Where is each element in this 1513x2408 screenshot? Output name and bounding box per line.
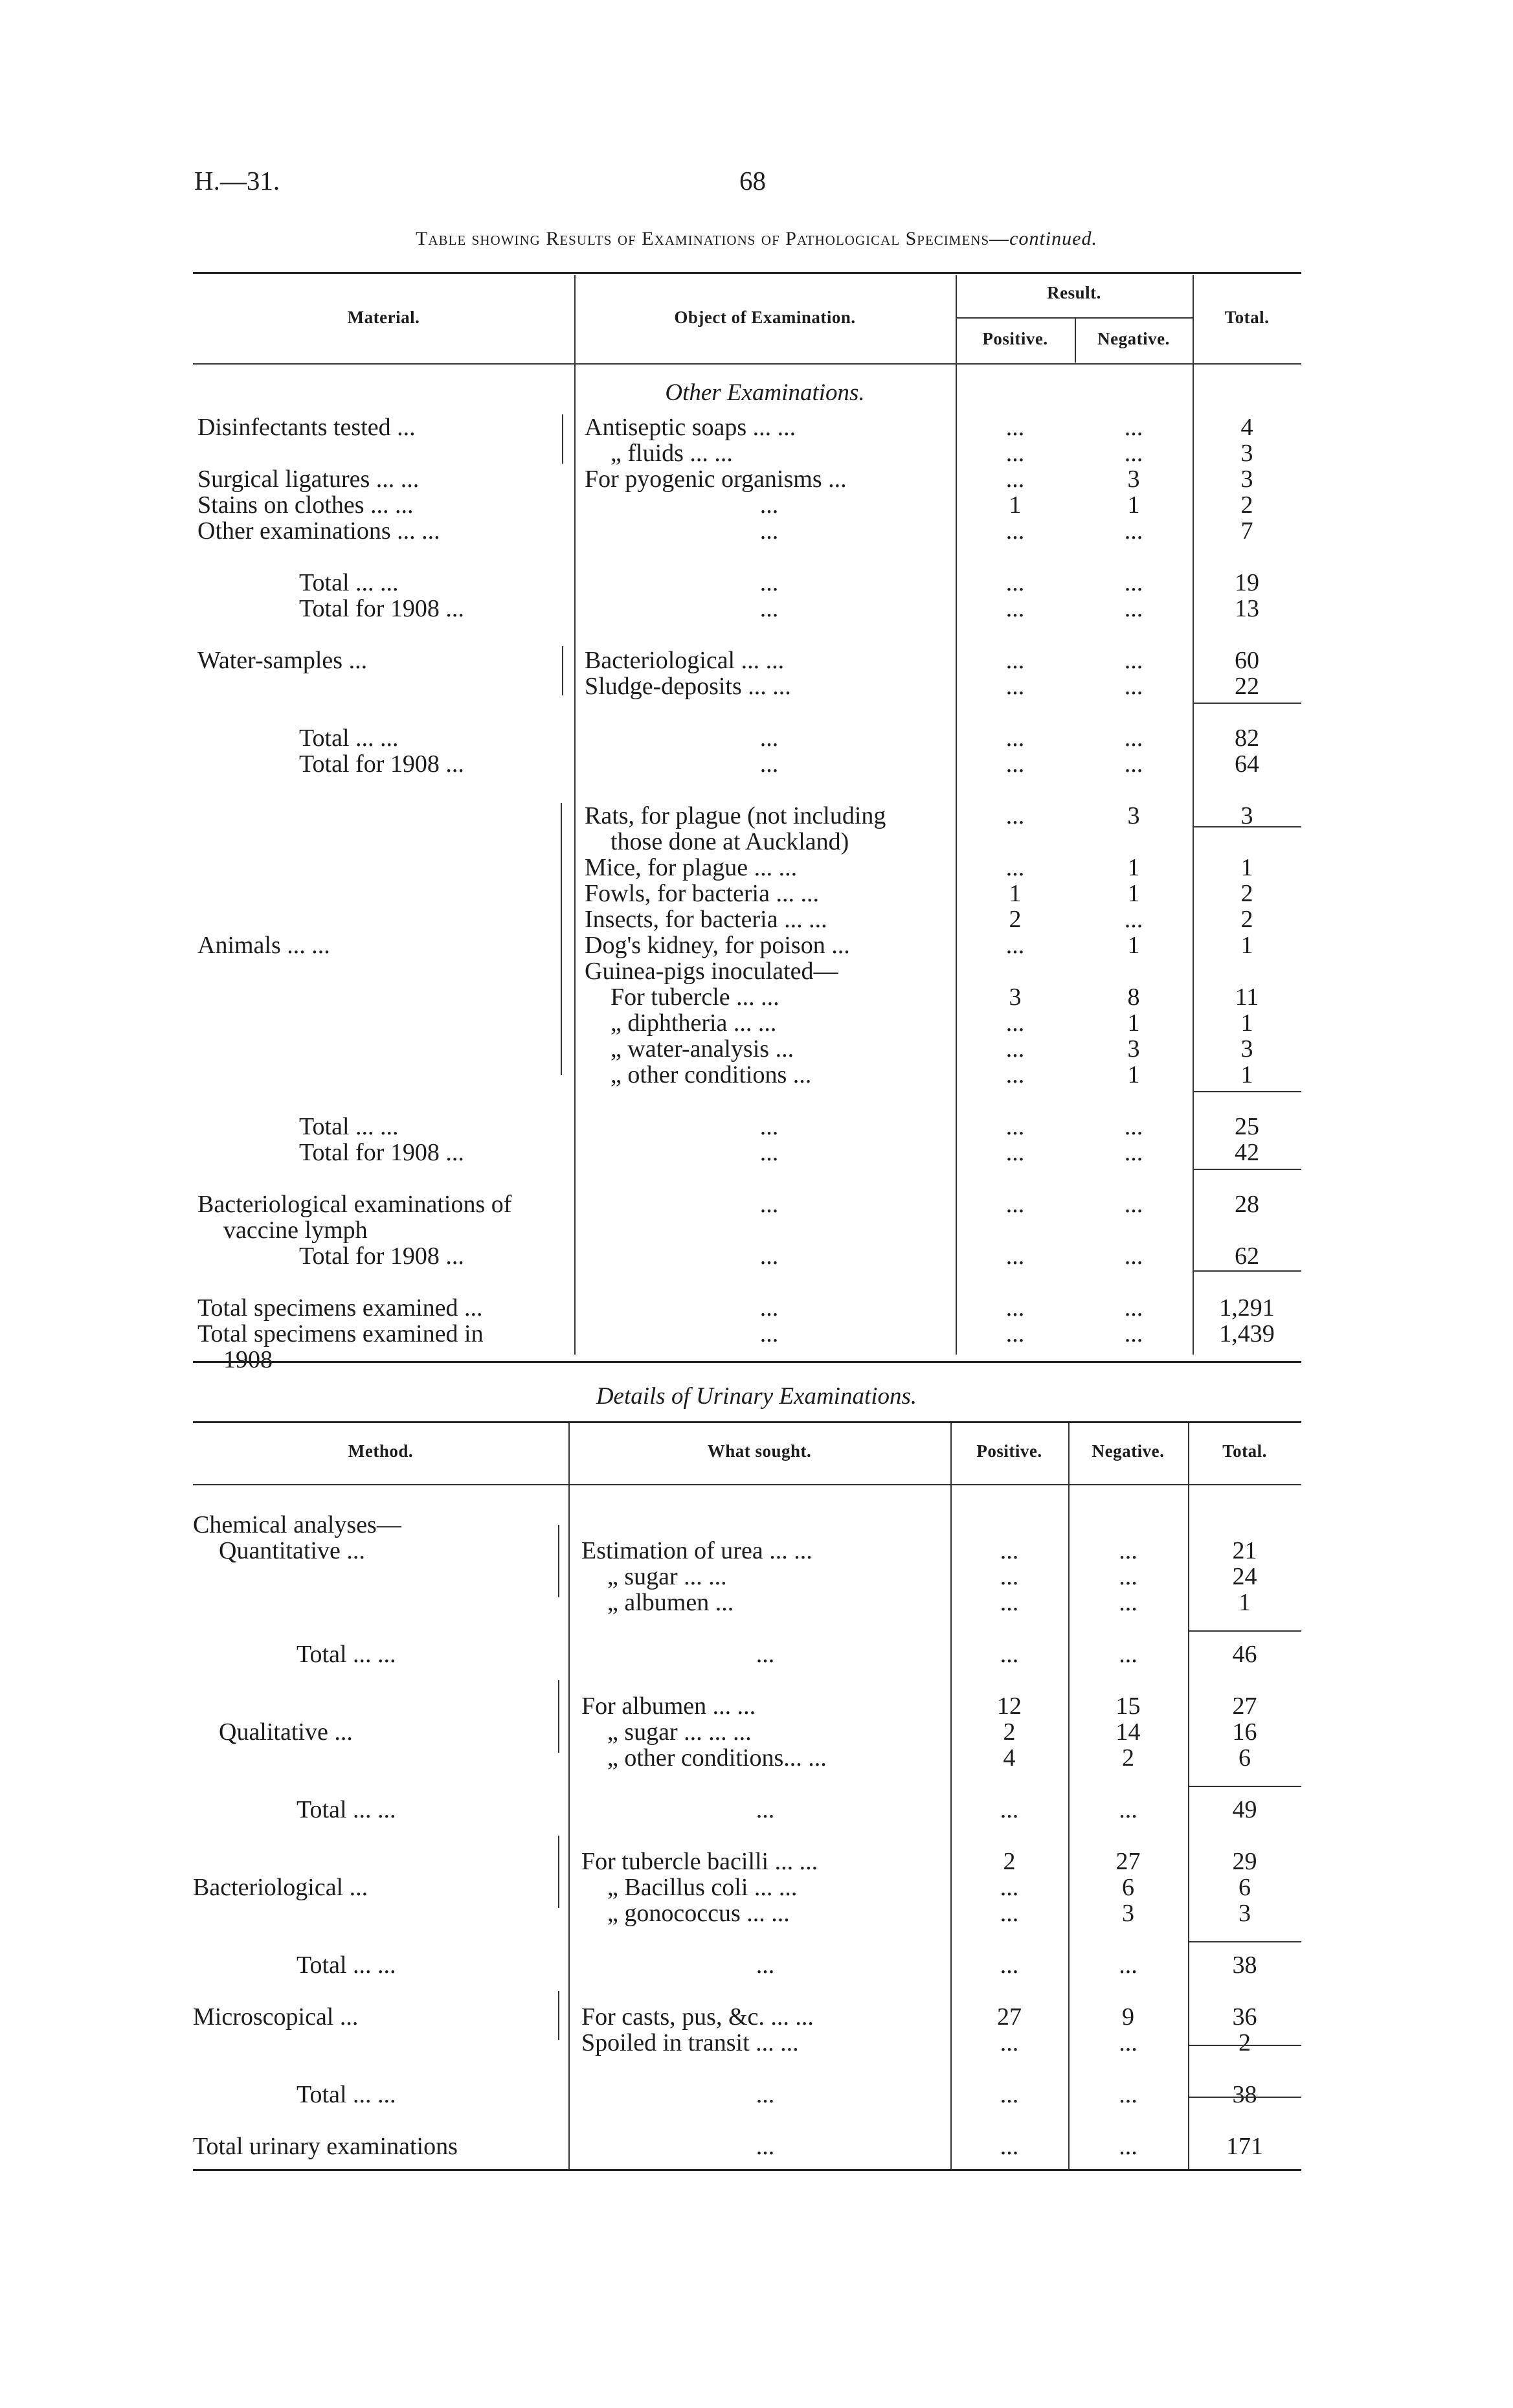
positive-cell: ... <box>1005 414 1025 441</box>
table2-bottom-rule <box>193 2169 1301 2171</box>
negative-cell: ... <box>1124 595 1143 622</box>
positive-cell: ... <box>1005 854 1025 881</box>
material-cell: Total ... ... <box>299 569 399 596</box>
negative-cell: 1 <box>1127 854 1140 881</box>
table2-col-divider-3 <box>1068 1423 1070 2169</box>
material-cell: Total for 1908 ... <box>299 1243 464 1270</box>
subtotal-rule <box>1193 703 1301 704</box>
object-cell: „ other conditions ... <box>611 1061 812 1088</box>
object-cell: For albumen ... ... <box>581 1693 756 1720</box>
positive-cell: 1 <box>1009 491 1022 519</box>
header-material: Material. <box>347 308 420 327</box>
total-cell: 36 <box>1232 2003 1257 2031</box>
object-cell: ... <box>759 725 779 752</box>
object-cell: For pyogenic organisms ... <box>585 466 847 493</box>
table1-top-rule <box>193 272 1301 274</box>
brace-quantitative <box>558 1525 559 1597</box>
object-cell: Guinea-pigs inoculated— <box>585 958 838 985</box>
positive-cell: ... <box>1005 1113 1025 1140</box>
positive-cell: ... <box>1005 1009 1025 1037</box>
object-cell: Fowls, for bacteria ... ... <box>585 880 819 907</box>
negative-cell: 2 <box>1122 1744 1134 1772</box>
negative-cell: 1 <box>1127 932 1140 959</box>
subtotal-rule <box>1188 1630 1301 1632</box>
negative-cell: ... <box>1119 1589 1138 1616</box>
total-cell: 4 <box>1240 414 1253 441</box>
negative-cell: ... <box>1119 2081 1138 2108</box>
object-cell: „ albumen ... <box>607 1589 734 1616</box>
negative-cell: ... <box>1119 1641 1138 1668</box>
negative-cell: ... <box>1124 1139 1143 1166</box>
brace-qualitative <box>558 1680 559 1753</box>
object-cell: Bacteriological ... ... <box>585 647 785 674</box>
positive-cell: ... <box>1005 1061 1025 1088</box>
total-cell: 25 <box>1235 1113 1259 1140</box>
total-cell: 3 <box>1240 802 1253 829</box>
positive-cell: ... <box>1005 1191 1025 1218</box>
total-cell: 46 <box>1232 1641 1257 1668</box>
table2-top-rule <box>193 1421 1301 1423</box>
positive-cell: ... <box>1000 1952 1019 1979</box>
object-cell: ... <box>759 491 779 519</box>
object-cell: For tubercle ... ... <box>611 984 779 1011</box>
positive-cell: ... <box>1005 1035 1025 1063</box>
negative-cell: 3 <box>1127 1035 1140 1063</box>
positive-cell: ... <box>1000 2081 1019 2108</box>
total-cell: 1 <box>1240 1061 1253 1088</box>
table2-col-divider-2 <box>950 1423 952 2169</box>
material-cell: Qualitative ... <box>219 1718 353 1746</box>
total-cell: 24 <box>1232 1563 1257 1590</box>
total-cell: 19 <box>1235 569 1259 596</box>
negative-cell: 1 <box>1127 1009 1140 1037</box>
table-title-main: Table showing Results of Examinations of Pathological Specimens— <box>416 228 1010 249</box>
object-cell: those done at Auckland) <box>611 828 849 855</box>
negative-cell: ... <box>1124 725 1143 752</box>
total-cell: 29 <box>1232 1848 1257 1875</box>
material-cell: Microscopical ... <box>193 2003 359 2031</box>
negative-cell: ... <box>1124 1294 1143 1322</box>
object-cell: „ sugar ... ... ... <box>607 1718 752 1746</box>
subtotal-rule <box>1188 2097 1301 2098</box>
object-cell: Sludge-deposits ... ... <box>585 673 791 700</box>
header-what-sought: What sought. <box>707 1441 812 1461</box>
positive-cell: ... <box>1005 595 1025 622</box>
negative-cell: 8 <box>1127 984 1140 1011</box>
positive-cell: 12 <box>997 1693 1022 1720</box>
total-cell: 49 <box>1232 1796 1257 1823</box>
object-cell: „ water-analysis ... <box>611 1035 794 1063</box>
total-cell: 13 <box>1235 595 1259 622</box>
material-cell: Total specimens examined in <box>197 1320 484 1347</box>
result-rule <box>956 317 1193 319</box>
positive-cell: ... <box>1005 466 1025 493</box>
total-cell: 28 <box>1235 1191 1259 1218</box>
page-reference: H.—31. <box>194 166 280 196</box>
table-title <box>0 228 1513 250</box>
object-cell: ... <box>756 1641 775 1668</box>
header-total: Total. <box>1222 1441 1267 1461</box>
total-cell: 21 <box>1232 1537 1257 1564</box>
material-cell: Total ... ... <box>297 2081 396 2108</box>
material-cell: Total specimens examined ... <box>197 1294 483 1322</box>
positive-cell: ... <box>1005 673 1025 700</box>
object-cell: Rats, for plague (not including <box>585 802 886 829</box>
negative-cell: 14 <box>1115 1718 1141 1746</box>
object-cell: ... <box>759 517 779 545</box>
total-cell: 38 <box>1232 1952 1257 1979</box>
positive-cell: ... <box>1000 2133 1019 2160</box>
total-cell: 22 <box>1235 673 1259 700</box>
object-cell: ... <box>759 1191 779 1218</box>
material-cell: vaccine lymph <box>223 1217 368 1244</box>
material-cell: Animals ... ... <box>197 932 330 959</box>
negative-cell: ... <box>1119 1537 1138 1564</box>
object-cell: Dog's kidney, for poison ... <box>585 932 850 959</box>
object-cell: Spoiled in transit ... ... <box>581 2029 799 2056</box>
object-cell: ... <box>756 1796 775 1823</box>
negative-cell: ... <box>1124 1113 1143 1140</box>
total-cell: 60 <box>1235 647 1259 674</box>
positive-cell: 2 <box>1009 906 1022 933</box>
subtotal-rule <box>1193 1091 1301 1092</box>
positive-cell: ... <box>1000 1874 1019 1901</box>
positive-cell: ... <box>1005 1243 1025 1270</box>
header-positive: Positive. <box>976 1441 1042 1461</box>
brace-microscopical <box>558 1991 559 2040</box>
header-positive: Positive. <box>982 329 1048 348</box>
material-cell: Total urinary examinations <box>193 2133 458 2160</box>
material-cell: Total ... ... <box>297 1952 396 1979</box>
brace-animals <box>561 803 562 1075</box>
table-title-continued: continued. <box>1009 228 1097 249</box>
total-cell: 3 <box>1240 1035 1253 1063</box>
positive-cell: 4 <box>1003 1744 1016 1772</box>
object-cell: Mice, for plague ... ... <box>585 854 798 881</box>
positive-cell: ... <box>1005 569 1025 596</box>
negative-cell: ... <box>1124 906 1143 933</box>
total-cell: 64 <box>1235 750 1259 778</box>
negative-cell: 27 <box>1115 1848 1141 1875</box>
positive-cell: 2 <box>1003 1848 1016 1875</box>
negative-cell: 3 <box>1122 1900 1134 1927</box>
subtotal-rule <box>1188 1786 1301 1787</box>
object-cell: ... <box>756 2081 775 2108</box>
positive-cell: ... <box>1005 750 1025 778</box>
subtotal-rule <box>1188 1941 1301 1942</box>
material-cell: Total for 1908 ... <box>299 750 464 778</box>
section-other-examinations: Other Examinations. <box>665 379 865 406</box>
material-cell: Bacteriological ... <box>193 1874 368 1901</box>
total-cell: 1 <box>1240 932 1253 959</box>
total-cell: 3 <box>1240 466 1253 493</box>
negative-cell: 1 <box>1127 491 1140 519</box>
object-cell: „ fluids ... ... <box>611 440 733 467</box>
negative-cell: 3 <box>1127 802 1140 829</box>
material-cell: Total ... ... <box>297 1641 396 1668</box>
object-cell: ... <box>756 2133 775 2160</box>
subtotal-rule <box>1193 826 1301 827</box>
object-cell: ... <box>759 1294 779 1322</box>
object-cell: „ gonococcus ... ... <box>607 1900 790 1927</box>
negative-cell: ... <box>1124 1191 1143 1218</box>
negative-cell: 6 <box>1122 1874 1134 1901</box>
material-cell: Total for 1908 ... <box>299 1139 464 1166</box>
positive-cell: ... <box>1000 1900 1019 1927</box>
header-total: Total. <box>1224 308 1270 327</box>
page-number: 68 <box>739 166 766 196</box>
total-cell: 1 <box>1240 854 1253 881</box>
material-cell: Total ... ... <box>297 1796 396 1823</box>
material-cell: Total for 1908 ... <box>299 595 464 622</box>
total-cell: 1 <box>1238 1589 1251 1616</box>
negative-cell: ... <box>1124 1320 1143 1347</box>
object-cell: ... <box>759 1113 779 1140</box>
negative-cell: 9 <box>1122 2003 1134 2031</box>
total-cell: 1 <box>1240 1009 1253 1037</box>
positive-cell: ... <box>1000 1641 1019 1668</box>
material-cell: 1908 <box>223 1346 273 1373</box>
negative-cell: ... <box>1119 2029 1138 2056</box>
total-cell: 6 <box>1238 1874 1251 1901</box>
total-cell: 1,291 <box>1219 1294 1275 1322</box>
negative-cell: ... <box>1119 1796 1138 1823</box>
positive-cell: ... <box>1005 517 1025 545</box>
positive-cell: 3 <box>1009 984 1022 1011</box>
total-cell: 2 <box>1240 880 1253 907</box>
total-cell: 27 <box>1232 1693 1257 1720</box>
negative-cell: ... <box>1124 673 1143 700</box>
object-cell: Estimation of urea ... ... <box>581 1537 813 1564</box>
total-cell: 2 <box>1238 2029 1251 2056</box>
material-cell: Total ... ... <box>299 1113 399 1140</box>
negative-cell: 1 <box>1127 880 1140 907</box>
total-cell: 6 <box>1238 1744 1251 1772</box>
positive-cell: ... <box>1000 1796 1019 1823</box>
material-cell: Bacteriological examinations of <box>197 1191 512 1218</box>
object-cell: „ diphtheria ... ... <box>611 1009 777 1037</box>
positive-cell: ... <box>1005 802 1025 829</box>
table1-head-rule <box>193 363 1301 365</box>
material-cell: Stains on clothes ... ... <box>197 491 414 519</box>
total-cell: 2 <box>1240 906 1253 933</box>
total-cell: 3 <box>1238 1900 1251 1927</box>
negative-cell: ... <box>1124 750 1143 778</box>
object-cell: ... <box>759 1320 779 1347</box>
positive-cell: ... <box>1000 2029 1019 2056</box>
header-negative: Negative. <box>1097 329 1170 348</box>
object-cell: ... <box>759 750 779 778</box>
total-cell: 38 <box>1232 2081 1257 2108</box>
object-cell: ... <box>759 595 779 622</box>
material-cell: Chemical analyses— <box>193 1511 401 1538</box>
negative-cell: ... <box>1119 1952 1138 1979</box>
table2-col-divider-1 <box>568 1423 570 2169</box>
material-cell: Other examinations ... ... <box>197 517 440 545</box>
table1-bottom-rule <box>193 1361 1301 1363</box>
material-cell: Quantitative ... <box>219 1537 365 1564</box>
header-method: Method. <box>348 1441 414 1461</box>
subtotal-rule <box>1193 1270 1301 1272</box>
header-result: Result. <box>1047 283 1101 302</box>
positive-cell: ... <box>1005 932 1025 959</box>
positive-cell: ... <box>1005 1139 1025 1166</box>
total-cell: 1,439 <box>1219 1320 1275 1347</box>
negative-cell: 1 <box>1127 1061 1140 1088</box>
object-cell: ... <box>756 1952 775 1979</box>
total-cell: 2 <box>1240 491 1253 519</box>
brace-water <box>562 646 563 695</box>
subtotal-rule <box>1188 2045 1301 2046</box>
object-cell: „ sugar ... ... <box>607 1563 727 1590</box>
material-cell: Water-samples ... <box>197 647 368 674</box>
negative-cell: ... <box>1124 569 1143 596</box>
object-cell: Insects, for bacteria ... ... <box>585 906 827 933</box>
positive-cell: ... <box>1000 1537 1019 1564</box>
positive-cell: ... <box>1005 1320 1025 1347</box>
negative-cell: ... <box>1124 414 1143 441</box>
positive-cell: ... <box>1005 647 1025 674</box>
negative-cell: ... <box>1119 2133 1138 2160</box>
negative-cell: 3 <box>1127 466 1140 493</box>
object-cell: „ Bacillus coli ... ... <box>607 1874 798 1901</box>
header-object: Object of Examination. <box>674 308 856 327</box>
total-cell: 7 <box>1240 517 1253 545</box>
positive-cell: 2 <box>1003 1718 1016 1746</box>
positive-cell: ... <box>1005 1294 1025 1322</box>
total-cell: 16 <box>1232 1718 1257 1746</box>
header-negative: Negative. <box>1092 1441 1165 1461</box>
negative-cell: ... <box>1124 647 1143 674</box>
object-cell: ... <box>759 1243 779 1270</box>
negative-cell: ... <box>1124 517 1143 545</box>
brace-disinfectants <box>562 414 563 464</box>
material-cell: Disinfectants tested ... <box>197 414 416 441</box>
brace-bacteriological <box>558 1836 559 1908</box>
total-cell: 11 <box>1235 984 1259 1011</box>
total-cell: 82 <box>1235 725 1259 752</box>
positive-cell: 1 <box>1009 880 1022 907</box>
total-cell: 62 <box>1235 1243 1259 1270</box>
negative-cell: 15 <box>1115 1693 1141 1720</box>
object-cell: For casts, pus, &c. ... ... <box>581 2003 814 2031</box>
object-cell: ... <box>759 569 779 596</box>
object-cell: For tubercle bacilli ... ... <box>581 1848 818 1875</box>
object-cell: ... <box>759 1139 779 1166</box>
subtotal-rule <box>1193 1169 1301 1170</box>
table1-col-divider-1 <box>574 275 576 1355</box>
material-cell: Surgical ligatures ... ... <box>197 466 420 493</box>
positive-cell: ... <box>1000 1589 1019 1616</box>
total-cell: 42 <box>1235 1139 1259 1166</box>
object-cell: „ other conditions... ... <box>607 1744 827 1772</box>
total-cell: 3 <box>1240 440 1253 467</box>
positive-cell: ... <box>1000 1563 1019 1590</box>
positive-cell: ... <box>1005 440 1025 467</box>
total-cell: 171 <box>1226 2133 1263 2160</box>
object-cell: Antiseptic soaps ... ... <box>585 414 796 441</box>
table2-head-rule <box>193 1484 1301 1485</box>
table2-col-divider-4 <box>1188 1423 1189 2169</box>
positive-cell: 27 <box>997 2003 1022 2031</box>
negative-cell: ... <box>1124 1243 1143 1270</box>
material-cell: Total ... ... <box>299 725 399 752</box>
negative-cell: ... <box>1124 440 1143 467</box>
positive-cell: ... <box>1005 725 1025 752</box>
negative-cell: ... <box>1119 1563 1138 1590</box>
urinary-title: Details of Urinary Examinations. <box>596 1383 917 1410</box>
